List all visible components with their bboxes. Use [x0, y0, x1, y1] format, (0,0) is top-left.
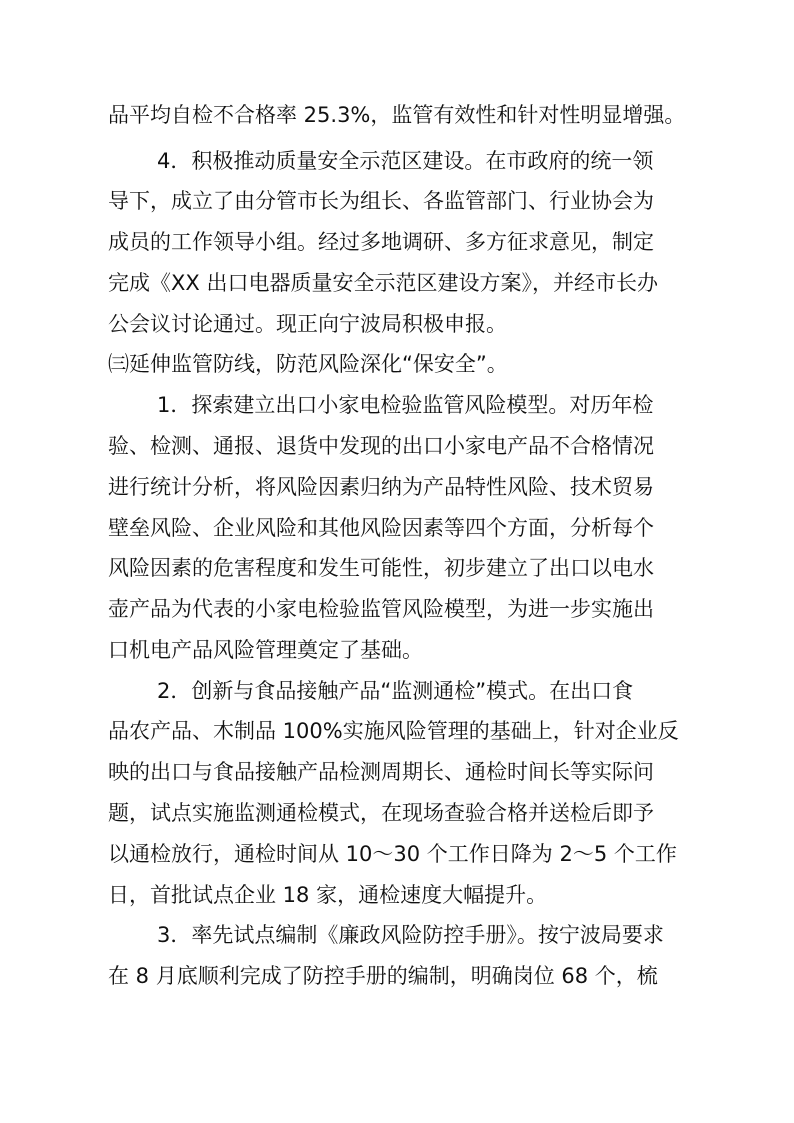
text-line: 完成《XX 出口电器质量安全示范区建设方案》，并经市长办 — [108, 271, 658, 295]
text-line: 进行统计分析，将风险因素归纳为产品特性风险、技术贸易 — [108, 475, 654, 499]
text-line: 壁垒风险、企业风险和其他风险因素等四个方面，分析每个 — [108, 516, 654, 540]
text-line: 日，首批试点企业 18 家，通检速度大幅提升。 — [108, 883, 548, 907]
section-heading: ㈢延伸监管防线，防范风险深化“保安全”。 — [108, 352, 508, 376]
text-line: 题，试点实施监测通检模式，在现场查验合格并送检后即予 — [108, 801, 654, 825]
text-line: 品农产品、木制品 100%实施风险管理的基础上，针对企业反 — [108, 719, 679, 743]
text-line: 导下，成立了由分管市长为组长、各监管部门、行业协会为 — [108, 189, 654, 213]
text-line: 4．积极推动质量安全示范区建设。在市政府的统一领 — [157, 149, 654, 173]
text-line: 在 8 月底顺利完成了防控手册的编制，明确岗位 68 个，梳 — [108, 964, 658, 988]
text-line: 以通检放行，通检时间从 10～30 个工作日降为 2～5 个工作 — [108, 842, 677, 866]
text-line: 验、检测、通报、退货中发现的出口小家电产品不合格情况 — [108, 434, 654, 458]
text-line: 壶产品为代表的小家电检验监管风险模型，为进一步实施出 — [108, 597, 654, 621]
text-line: 1．探索建立出口小家电检验监管风险模型。对历年检 — [157, 393, 654, 417]
text-line: 风险因素的危害程度和发生可能性，初步建立了出口以电水 — [108, 556, 654, 580]
text-line: 3．率先试点编制《廉政风险防控手册》。按宁波局要求 — [157, 923, 664, 947]
text-line: 2．创新与食品接触产品“监测通检”模式。在出口食 — [157, 679, 634, 703]
text-line: 映的出口与食品接触产品检测周期长、通检时间长等实际问 — [108, 760, 654, 784]
text-line: 品平均自检不合格率 25.3%，监管有效性和针对性明显增强。 — [108, 103, 686, 127]
text-line: 公会议讨论通过。现正向宁波局积极申报。 — [108, 312, 507, 336]
text-line: 口机电产品风险管理奠定了基础。 — [108, 638, 423, 662]
text-line: 成员的工作领导小组。经过多地调研、多方征求意见，制定 — [108, 230, 654, 254]
